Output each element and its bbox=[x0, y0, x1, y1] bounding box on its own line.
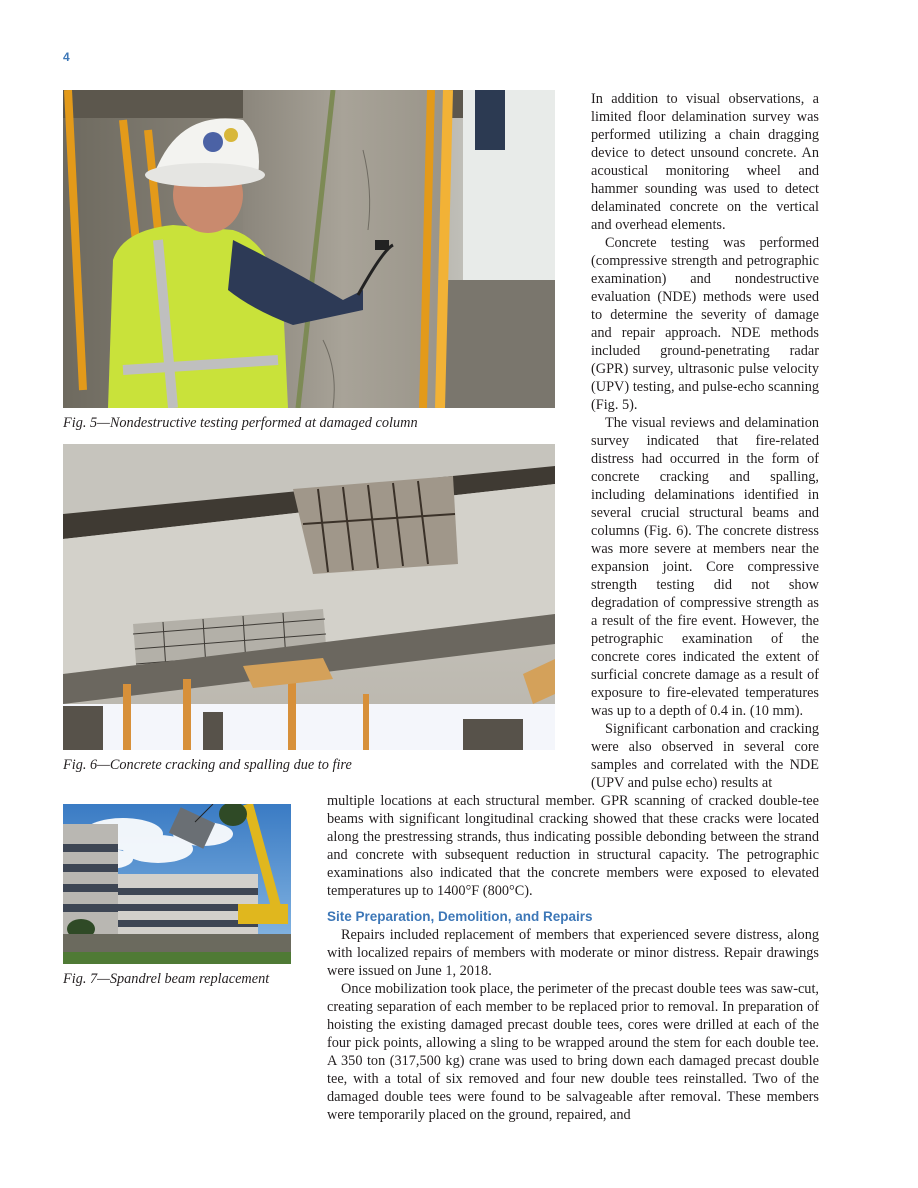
wide-text-column bbox=[327, 792, 819, 1124]
paragraph-continuation: multiple locations at each structural member. GPR scanning of cracked double-tee beams with significant longitudinal cracking showed that these cracks were located along the prestressing strands, thus indicating possible debonding between the strand and concrete with subsequent reduction in structural capacity. The petrographic examinations also indicated that the concrete members were exposed to elevated temperatures up to 1400°F (800°C). bbox=[327, 793, 819, 899]
paragraph: The visual reviews and delamination survey indicated that fire-related distress had occurred in the form of concrete cracking and spalling, including delaminations identified in several crucial structural beams and columns (Fig. 6). The concrete distress was more severe at members near the expansion joint. Core compressive strength testing did not show degradation of compressive strength as a result of the fire event. However, the petrographic examination of the concrete cores indicated the extent of surficial concrete damage as a result of exposure to fire-elevated temperatures was up to a depth of 0.4 in. (10 mm). bbox=[591, 415, 819, 719]
fig5-photo bbox=[63, 90, 555, 408]
fig6-caption: Fig. 6—Concrete cracking and spalling due to fire bbox=[63, 757, 352, 773]
paragraph: Concrete testing was performed (compressive strength and petrographic examination) and nondestructive evaluation (NDE) methods were used to determine the severity of damage and repair approach. NDE methods included ground-penetrating radar (GPR) survey, ultrasonic pulse velocity (UPV) testing, and pulse-echo scanning (Fig. 5). bbox=[591, 235, 819, 413]
page-number: 4 bbox=[63, 50, 70, 64]
paragraph: Significant carbonation and cracking were also observed in several core samples and correlated with the NDE (UPV and pulse echo) results at bbox=[591, 721, 819, 791]
paragraph: In addition to visual observations, a limited floor delamination survey was performed utilizing a chain dragging device to detect unsound concrete. An acoustical monitoring wheel and hammer sounding was used to detect delaminated concrete on the vertical and overhead elements. bbox=[591, 91, 819, 233]
fig7-caption: Fig. 7—Spandrel beam replacement bbox=[63, 971, 270, 987]
right-text-column bbox=[591, 90, 819, 792]
fig5-caption: Fig. 5—Nondestructive testing performed at damaged column bbox=[63, 415, 418, 431]
fig7-photo bbox=[63, 804, 291, 964]
fig6-photo bbox=[63, 444, 555, 750]
section-heading: Site Preparation, Demolition, and Repairs bbox=[327, 909, 593, 924]
paragraph: Once mobilization took place, the perimeter of the precast double tees was saw-cut, creating separation of each member to be replaced prior to removal. In preparation of hoisting the existing damaged precast double tees, cores were drilled at each of the four pick points, allowing a sling to be wrapped around the stem for each double tee. A 350 ton (317,500 kg) crane was used to bring down each damaged precast double tee, with a total of six removed and four new double tees reinstalled. Two of the damaged double tees were found to be salvageable after removal. These members were temporarily placed on the ground, repaired, and bbox=[327, 981, 819, 1123]
paragraph: Repairs included replacement of members that experienced severe distress, along with localized repairs of members with moderate or minor distress. Repair drawings were issued on June 1, 2018. bbox=[327, 927, 819, 979]
